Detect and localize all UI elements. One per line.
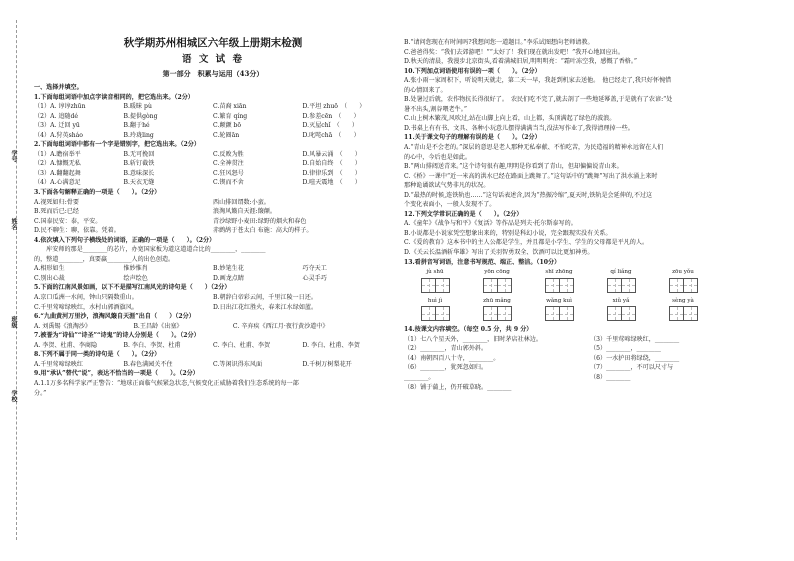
q2-row: （4）A.心满意足 B.天衣无缝 C.锲而不舍 D.喧天震地 （ ） (34, 179, 361, 187)
pinyin-label: yōn cōng (484, 269, 510, 276)
q10-option: 暑不出头,割谷喂老牛。” (404, 105, 467, 113)
q7-row: A. 李贺、杜甫、李商隐 B. 李白、李贺、杜甫 C. 李白、杜甫、李贺 D. 李白、杜甫、李贺 (34, 341, 360, 349)
q10-option: B.处暑过后就，农作物抗长得很好了。 农民们吃不完了,就去剖了一些地延幂盖,于是就有了农谚:“处 (404, 96, 673, 104)
q3-row: A.视死如归:骨要 西山排回谓数:小蛮。 (34, 198, 270, 206)
q4-row: C.别出心裁 绘声绘色 D.画龙点睛 心灵手巧 (34, 274, 327, 282)
q11-option: D.“最热的时候,连铁轨也……”这句话表述含,因为“热振冷缩”,夏天时,铁轨是会延伸的,不过这 (404, 191, 653, 199)
binding-margin (0, 0, 28, 561)
sidebar-label-name: 姓名 (10, 218, 17, 230)
question-3: 3.下面各句解释正确的一项是（ ）。（2分） (34, 189, 161, 197)
binding-line (16, 20, 18, 540)
q1-row: （2）A. 追随dé B.提供gòng C.繁育 qíng D.参差cēn （ ） (34, 112, 360, 120)
writing-box[interactable] (528, 306, 590, 321)
question-4: 4.依次填入下列句子横线处的词语，正确的一项是（ ）。（2分） (34, 236, 216, 244)
fill-row: （6）________，犹死忽如归。 （7）________，不可以尺寸与 (404, 364, 674, 372)
pinyin-label: huì jì (427, 297, 443, 304)
pinyin-label: jù shū (426, 269, 444, 276)
q11-option: 个变化表面小，一般人发现不了。 (404, 201, 496, 209)
writing-box[interactable] (590, 306, 652, 321)
right-column (404, 38, 776, 392)
section-heading: 一、选择并填空。 (34, 84, 83, 91)
q4-passage: 的，整道________，真要赢________人的出色创造。 (34, 255, 175, 263)
q4-passage: 库安师的那是________的芯片，办宽国家板为道这道道合比的________，________ (34, 246, 266, 254)
writing-box[interactable] (590, 278, 652, 293)
q11-option: C.《桥》一课中“近一米高的洪水已经在路面上跳舞了。”这句话中的“跳舞”写出了洪水涌上来时 (404, 172, 658, 180)
q3-row: C.国泰民安：泰，平安。 青沙绿野小麦田:绿野的烟火和春色 (34, 217, 307, 225)
question-2: 2.下面每组词语中都有一个字是错别字，把它选出来。（2分） (34, 141, 200, 149)
q10-option: C.山上树木繁茂,风吹过,站在山脚上向上看，山上都，头顶满起了绿色的波浪。 (404, 115, 616, 123)
sidebar-label-student-no: 学号 (10, 150, 17, 162)
question-12: 12.下列文学常识正确的是（ ）。（2分） (404, 210, 523, 218)
question-5: 5.下面的江南风景如画，以下不是描写江南风光的诗句是（ ）（2分） (34, 284, 231, 292)
q11-option: A.“青山是不会老的。”深层的意思是老人那种无私奉献、不怕吃苦，为民造福的精神永远留在人们 (404, 144, 664, 152)
q1-row: （4）A.狩英sháo B.玲珑ling C.轮圈ān D.叱咤chā （ ） (34, 131, 360, 139)
writing-box[interactable] (466, 278, 528, 293)
exam-subject: 语 文 试 卷 (182, 54, 244, 65)
question-13: 13.看拼音写词语，注意书写规范、端正、整洁。（10分） (404, 258, 561, 266)
q1-row: （3）A. 迁回 yū B.翻于hé C.颠颤 bō D.灭屋chǐ （ ） (34, 122, 358, 130)
q5-row: C.千里莺啼绿映红，水村山郭酒旗风。 D.日出江花红胜火，春来江水绿如蓝。 (34, 303, 318, 311)
fill-row: （4）南朝四百八十寺，________。 （6）一水护田将绿绕，________ (404, 354, 680, 362)
q12-option: C.《爱的教育》这本书中的主人公都是学生，并且都是小学生、学生的父母都是平凡的人。 (404, 239, 649, 247)
question-14: 14.按课文内容填空。（每空 0.5 分，共 9 分） (404, 326, 533, 334)
q10-option: D.书桌上有有书、文具、各种小玩意儿摆得满满当当,没法写作业了,我得清理掉一些。 (404, 124, 634, 132)
writing-box[interactable] (652, 278, 714, 293)
q12-option: A.《童年》《战争与和平》《复活》等作品是列夫·托尔斯泰写的。 (404, 220, 577, 228)
fill-row: （1）七八个星天外，________，旧时茅店社林边。 （3）千里莺啼绿映红，________ (404, 335, 680, 343)
pinyin-label: zhū mǎng (483, 297, 511, 304)
q9-option: 分。” (34, 389, 47, 397)
pinyin-row (404, 297, 776, 307)
pinyin-label: zōu yǒu (672, 269, 694, 276)
q2-row: （2）A.慷慨无私 B.斩钉截铁 C.全神贯注 D.自始自终 （ ） (34, 160, 361, 168)
exam-title: 秋学期苏州相城区六年级上册期末检测 (123, 37, 303, 49)
writing-box[interactable] (652, 306, 714, 321)
writing-box[interactable] (466, 306, 528, 321)
writing-box-row (404, 306, 776, 321)
writing-box[interactable] (404, 278, 466, 293)
pinyin-label: qí liǎng (610, 269, 632, 276)
q11-option: B.“两山排闼送青来。”这个诗句很有趣,明明是你看到了青山，但却偏偏说青山来。 (404, 163, 623, 171)
question-1: 1.下面每组词语中加点字读音相同的，把它选出来。（2分） (34, 93, 194, 101)
q2-row: （3）A.翻翻起舞 B.意味深长 C.狂风怒号 D.律律乐到 （ ） (34, 169, 361, 177)
pinyin-label: sèng yà (672, 297, 694, 304)
fill-row: ________。 （8）________ (404, 373, 631, 381)
pinyin-label: wǎng kuì (546, 297, 572, 304)
q3-row: D.民不聊生：聊，依靠。凭着。 赤鹧鸪于苍太白 布施：高大的样子。 (34, 227, 313, 235)
q3-row: B.死而后已:已经 浪淘风簸自天涯:簸颠。 (34, 208, 276, 216)
writing-box[interactable] (404, 306, 466, 321)
q12-option: D.《关云长温酒斩华雄》写出了关羽智勇双全、饮酒可以比更加神勇。 (404, 249, 594, 257)
pinyin-row (404, 268, 776, 278)
fill-row: （2）________，青山郭外斜。 （5）________，________ (404, 345, 661, 353)
fill-row: （8）铺于蒲上，仍开破草晓。________ (404, 383, 512, 391)
pinyin-label: shī zhōng (545, 269, 573, 276)
q9-option: A.1.1万多名科学家严正警告：“地球正面临气候紧急状态,气候变化正威胁着我们生态系统的每一部 (34, 379, 299, 387)
q10-option: 的心情回来了。 (404, 86, 447, 94)
q9-option: D.秋天的清晨，我漫步北京街头,看着满城旧居,明明明亮：“霜叶冻空我，感慨了香格。” (404, 58, 638, 66)
question-7: 7.被誉为“诗仙”“诗圣”“诗鬼”的诗人分别是（ ）。（2分） (34, 332, 200, 340)
q12-option: B.小说都是小说家凭空想象出来的，特别是科幻小说，完全跟现实没有关系。 (404, 229, 612, 237)
writing-box[interactable] (528, 278, 590, 293)
q1-row: （1）A. 谆谆zhūn B.暖昧 pù C.苗裔 xiān D.平坦 zhuō （ ） (34, 103, 366, 111)
pinyin-label: xiǔ yǎ (612, 297, 630, 304)
q9-option: C.爸爸得奖：“我们去郊游吧！”“太好了！我们现在就出发吧！”我开心地回应出。 (404, 48, 624, 56)
question-9: 9.用“承认”替代“说”，表达不恰当的一项是（ ）。（2分） (34, 370, 199, 378)
writing-box-row (404, 278, 776, 293)
question-6: 6.“九曲黄河万里沙，浪淘风簸自天涯”出自（ ）（2分） (34, 313, 195, 321)
q4-row: A.相形如生 惟妙惟肖 B.妙笔生花 巧夺天工 (34, 265, 327, 273)
q2-row: （1）A.瞻宿举平 B.无可挽回 C.反败为胜 D.风暴云涌 （ ） (34, 150, 361, 158)
q10-option: A.张小雨一家周积下，听说明天就走，第二天一早，我赶到机家去送他。 他已经走了,我只好怀惋惜 (404, 77, 672, 85)
sidebar-label-class: 班级 (10, 316, 17, 328)
q8-row: A.千里莺啼绿映红 B.春色满园关不住 C.等闲识得东风面 D.千树万树梨花开 (34, 360, 352, 368)
q9-option: B.“请问您现在有时间吗?我想问您一道题目。”李乐试图想向老师请教。 (404, 39, 594, 46)
part-heading: 第一部分 积累与运用（43分） (162, 69, 264, 78)
q11-option: 的心中，今后也是如此。 (404, 153, 472, 161)
q5-row: A.京口瓜洲一水间，钟山只隔数重山。 B.朝辞白帝彩云间，千里江陵一日还。 (34, 294, 317, 302)
q6-row: A. 刘禹锡《浪淘沙》 B.王昌龄《出塞》 C. 辛弃疾《西江月·夜行黄沙道中》 (34, 322, 329, 330)
question-10: 10.下列加点词语使用有误的一项（ ）。（2分） (404, 67, 541, 75)
sidebar-label-school: 学校 (10, 390, 17, 402)
question-11: 11.关于课文句子的理解有误的是（ ）。（2分） (404, 134, 541, 142)
left-column (34, 28, 392, 398)
q11-option: 那种诡谲欲试气势非凡的状况。 (404, 182, 490, 190)
question-8: 8.下列不属于同一类的诗句是（ ）。（2分） (34, 351, 161, 359)
